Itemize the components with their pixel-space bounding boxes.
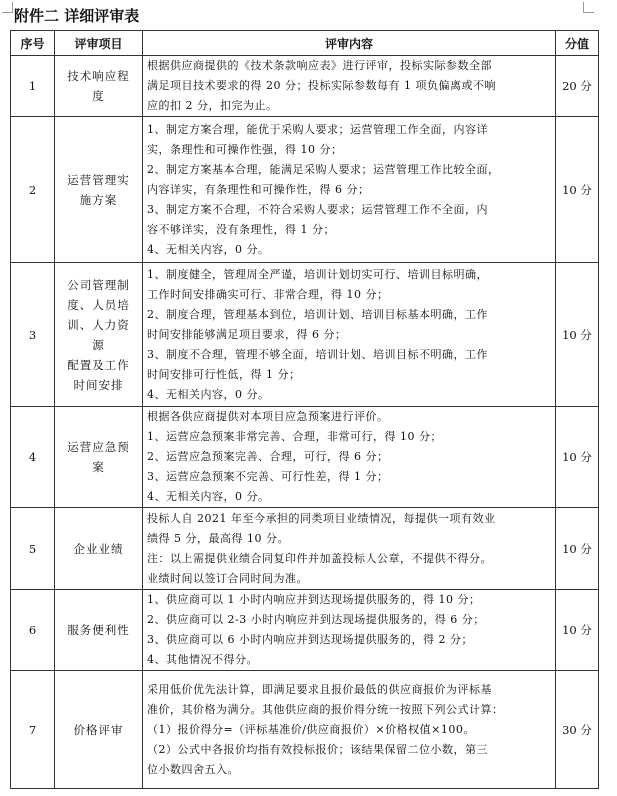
content-line: 满足项目技术要求的得 20 分；投标实际参数每有 1 项负偏离或不响 — [147, 79, 496, 92]
row-number: 6 — [11, 590, 55, 671]
content-line: 4、无相关内容，0 分。 — [147, 387, 270, 401]
review-content — [143, 263, 556, 407]
review-content — [143, 56, 556, 117]
review-item — [55, 56, 143, 117]
review-item-line: 运营管理实 — [67, 172, 130, 187]
review-table — [10, 30, 599, 789]
review-item — [55, 590, 143, 671]
table-row — [11, 671, 599, 789]
content-line: 准价，其价格为满分。其他供应商的报价得分统一按照下列公式计算： — [147, 702, 504, 716]
score-value: 20 分 — [556, 56, 599, 117]
content-line: 2、运营应急预案完善、合理，可行，得 6 分； — [147, 450, 389, 463]
table-row — [11, 590, 599, 671]
review-item-line: 企业业绩 — [73, 541, 124, 556]
content-line: 2、制度合理，管理基本到位，培训计划、培训目标基本明确，工作 — [147, 307, 488, 321]
content-line: 3、供应商可以 6 小时内响应并到达现场提供服务的，得 2 分； — [147, 633, 473, 646]
review-item-line: 案 — [92, 460, 105, 474]
score-value: 10 分 — [556, 407, 599, 508]
content-line: 投标人自 2021 年至今承担的同类项目业绩情况，每提供一项有效业 — [147, 511, 496, 525]
content-line: 根据供应商提供的《技术条款响应表》进行评审，投标实际参数全部 — [147, 59, 492, 72]
header-no: 序号 — [11, 31, 55, 56]
review-content — [143, 590, 556, 671]
review-item-line: 度、人员培 — [67, 297, 130, 312]
content-line: 应的扣 2 分，扣完为止。 — [147, 99, 278, 112]
table-row — [11, 56, 599, 117]
review-item-line: 技术响应程 — [67, 69, 130, 83]
review-item-line: 公司管理制 — [67, 277, 130, 292]
review-item-line: 服务便利性 — [67, 623, 130, 637]
review-item — [55, 117, 143, 263]
score-value: 10 分 — [556, 508, 599, 590]
content-line: 内容详实，有条理性和可操作性，得 6 分； — [147, 182, 370, 196]
review-item-line: 时间安排 — [73, 377, 124, 392]
content-line: 2、供应商可以 2-3 小时内响应并到达现场提供服务的，得 6 分； — [147, 613, 485, 626]
table-header-row — [11, 31, 599, 56]
review-item — [55, 671, 143, 789]
header-content: 评审内容 — [143, 31, 556, 56]
content-line: 实，条理性和可操作性强，得 10 分； — [147, 142, 343, 156]
content-line: 容不够详实，没有条理性，得 1 分； — [147, 222, 335, 236]
content-line: 4、无相关内容，0 分。 — [147, 490, 270, 503]
review-item-line: 度 — [92, 89, 105, 103]
row-number: 1 — [11, 56, 55, 117]
review-item-line: 训、人力资源 — [67, 317, 130, 352]
content-line: 时间安排能够满足项目要求，得 6 分； — [147, 327, 347, 341]
content-line: 4、其他情况不得分。 — [147, 653, 258, 666]
content-line: 时间安排可行性低，得 1 分； — [147, 367, 301, 381]
score-value: 30 分 — [556, 671, 599, 789]
table-row — [11, 508, 599, 590]
content-line: 绩得 5 分，最高得 10 分。 — [147, 531, 289, 545]
score-value: 10 分 — [556, 117, 599, 263]
content-line: 1、制定方案合理，能优于采购人要求；运营管理工作全面，内容详 — [147, 122, 488, 136]
row-number: 5 — [11, 508, 55, 590]
content-line: 3、制定方案不合理，不符合采购人要求；运营管理工作不全面，内 — [147, 202, 488, 216]
content-line: （1）报价得分=（评标基准价/供应商报价）×价格权值×100。 — [147, 722, 475, 736]
review-item-line: 施方案 — [79, 192, 118, 207]
corner-crop-mark-left — [2, 2, 13, 13]
table-row — [11, 263, 599, 407]
score-value: 10 分 — [556, 263, 599, 407]
content-line: 注：以上需提供业绩合同复印件并加盖投标人公章，不提供不得分。 — [147, 551, 492, 565]
content-line: 4、无相关内容，0 分。 — [147, 242, 270, 256]
content-line: 位小数四舍五入。 — [147, 762, 239, 776]
review-content — [143, 508, 556, 590]
row-number: 4 — [11, 407, 55, 508]
content-line: 2、制定方案基本合理，能满足采购人要求；运营管理工作比较全面， — [147, 162, 500, 176]
review-item — [55, 263, 143, 407]
table-body — [11, 56, 599, 789]
content-line: 工作时间安排确实可行、非常合理，得 10 分； — [147, 287, 389, 301]
review-item — [55, 407, 143, 508]
review-item-line: 价格评审 — [73, 722, 124, 737]
review-item-line: 配置及工作 — [67, 357, 130, 372]
header-item: 评审项目 — [55, 31, 143, 56]
content-line: 1、制度健全，管理周全严谨，培训计划切实可行、培训目标明确， — [147, 267, 488, 281]
table-row — [11, 407, 599, 508]
review-item-line: 运营应急预 — [67, 440, 130, 454]
review-item — [55, 508, 143, 590]
content-line: 1、运营应急预案非常完善、合理，非常可行，得 10 分； — [147, 430, 442, 443]
content-line: 业绩时间以签订合同时间为准。 — [147, 571, 308, 585]
row-number: 2 — [11, 117, 55, 263]
content-line: （2）公式中各报价均指有效投标报价；该结果保留二位小数，第三 — [147, 742, 488, 756]
content-line: 根据各供应商提供对本项目应急预案进行评价。 — [147, 410, 389, 423]
score-value: 10 分 — [556, 590, 599, 671]
content-line: 采用低价优先法计算，即满足要求且报价最低的供应商报价为评标基 — [147, 682, 492, 696]
row-number: 7 — [11, 671, 55, 789]
page-title: 附件二 详细评审表 — [14, 7, 140, 25]
table-row — [11, 117, 599, 263]
row-number: 3 — [11, 263, 55, 407]
review-content — [143, 407, 556, 508]
content-line: 1、供应商可以 1 小时内响应并到达现场提供服务的，得 10 分； — [147, 593, 481, 606]
review-content — [143, 117, 556, 263]
content-line: 3、制度不合理，管理不够全面，培训计划、培训目标不明确，工作 — [147, 347, 488, 361]
corner-crop-mark-right — [583, 2, 594, 13]
content-line: 3、运营应急预案不完善、可行性差，得 1 分； — [147, 470, 389, 483]
review-content — [143, 671, 556, 789]
header-score: 分值 — [556, 31, 599, 56]
